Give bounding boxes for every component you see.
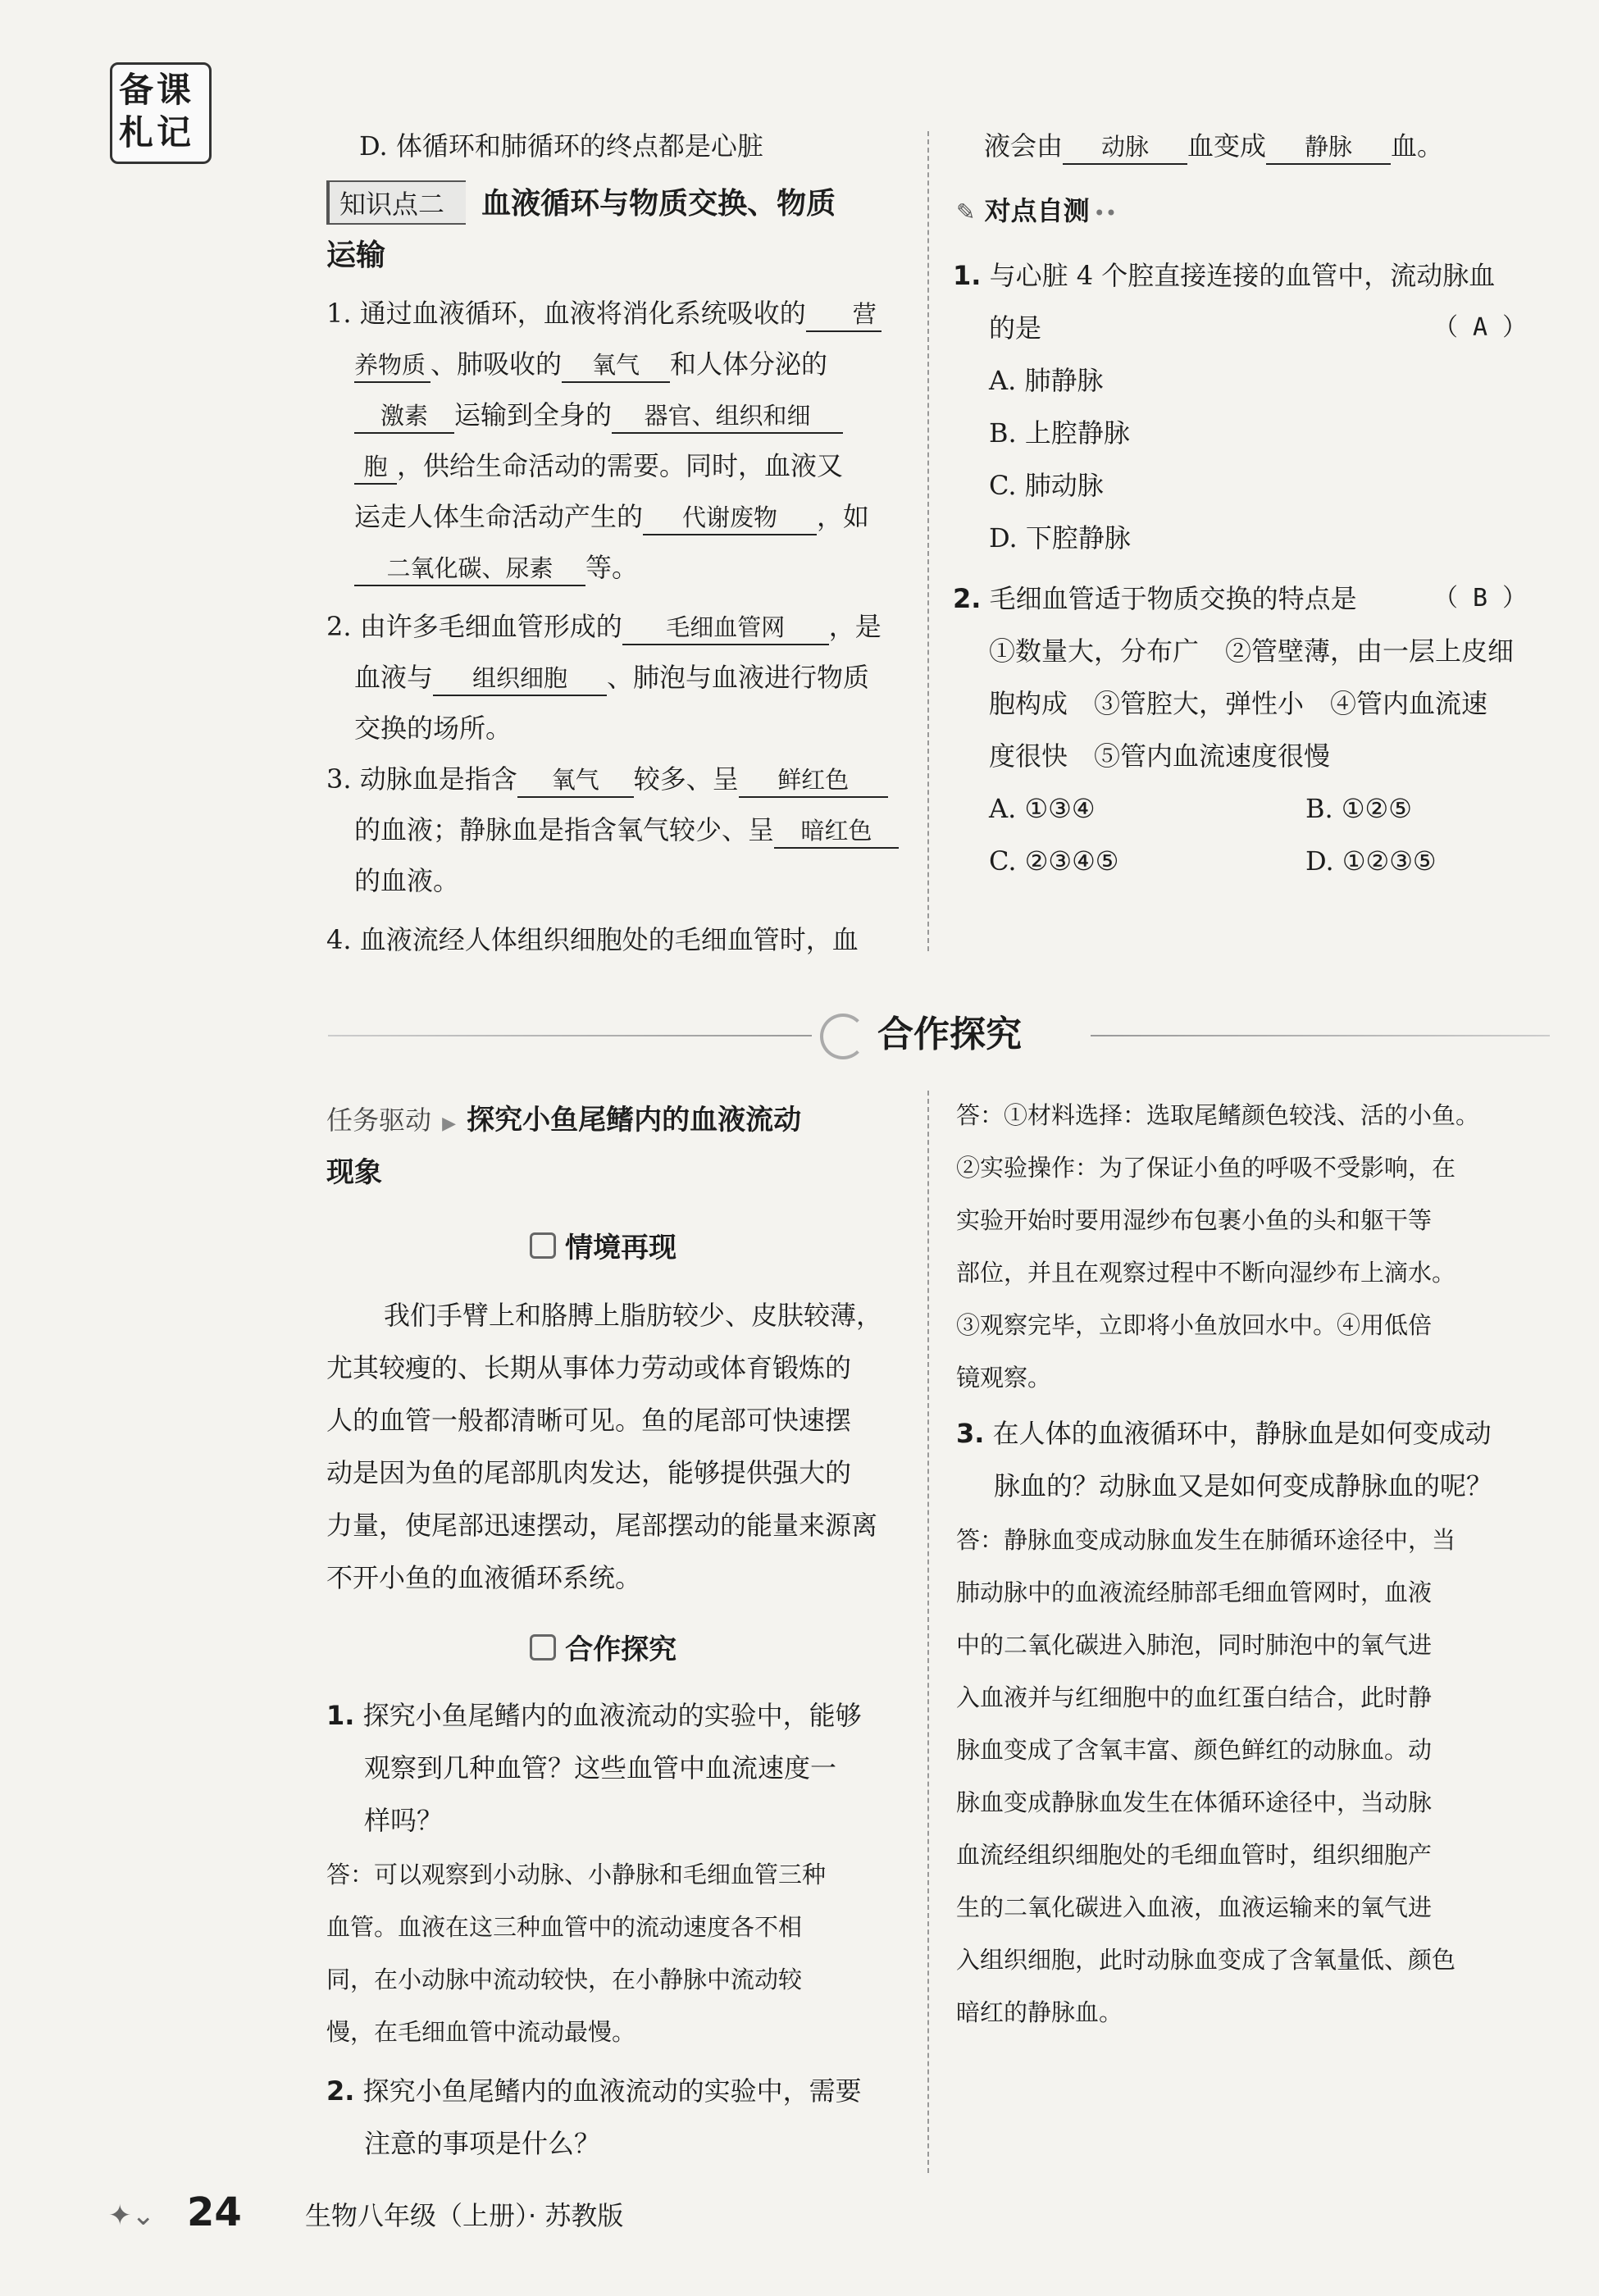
coop-a3-line6: 脉血变成静脉血发生在体循环途径中，当动脉 <box>956 1788 1433 1816</box>
coop-a2-line6: 镜观察。 <box>956 1364 1052 1392</box>
coop-a3-line1: 答：静脉血变成动脉血发生在肺循环途径中，当 <box>956 1526 1456 1554</box>
blank-q1-1b: 养物质 <box>354 348 430 383</box>
q1-line3: 激素 运输到全身的 器官、组织和细 <box>354 399 843 434</box>
coop-q3-line1: 3. 在人体的血液循环中，静脉血是如何变成动 <box>956 1418 1492 1449</box>
column-divider-top <box>927 131 929 951</box>
q1-line2: 养物质 、肺吸收的 氧气 和人体分泌的 <box>354 348 827 383</box>
kp-title-2: 运输 <box>326 239 386 272</box>
page-number: 24 <box>187 2189 242 2235</box>
st-q2-line3: 胞构成 ③管腔大，弹性小 ④管内血流速 <box>989 688 1488 719</box>
blank-q3-1: 氧气 <box>517 763 634 798</box>
coop-a2-line3: 实验开始时要用湿纱布包裹小鱼的头和躯干等 <box>956 1206 1433 1234</box>
st-q1-opt-d: D. 下腔静脉 <box>989 522 1131 554</box>
task-header <box>326 1097 801 1137</box>
coop-a3-line8: 生的二氧化碳进入血液，血液运输来的氧气进 <box>956 1893 1433 1921</box>
q3-line3: 的血液。 <box>354 865 460 896</box>
st-q2-answer: （ B ） <box>1433 584 1528 613</box>
scene-line-6: 不开小鱼的血液循环系统。 <box>326 1562 642 1593</box>
blank-q1-4a: 器官、组织和细 <box>612 399 843 434</box>
coop-a1-line2: 血管。血液在这三种血管中的流动速度各不相 <box>326 1913 803 1941</box>
section-icon <box>820 1014 866 1059</box>
kp-title-1: 血液循环与物质交换、物质 <box>481 187 836 221</box>
st-q1-opt-a: A. 肺静脉 <box>989 365 1104 396</box>
section-title: 合作探究 <box>877 1014 1022 1055</box>
blank-q2-2: 组织细胞 <box>433 662 607 696</box>
blank-q4-1: 动脉 <box>1063 130 1187 165</box>
blank-q1-4b: 胞 <box>354 450 397 485</box>
book-title: 生物八年级（上册）· 苏教版 <box>305 2200 624 2231</box>
st-q1-opt-b: B. 上腔静脉 <box>989 417 1130 449</box>
blank-q3-3: 暗红色 <box>774 814 899 849</box>
coop-a3-line3: 中的二氧化碳进入肺泡，同时肺泡中的氧气进 <box>956 1631 1433 1659</box>
coop-q1-line3: 样吗？ <box>364 1805 444 1836</box>
st-q1-answer: （ A ） <box>1433 313 1528 342</box>
scene-heading: 情境再现 <box>530 1225 676 1265</box>
self-test-title: 对点自测 <box>984 195 1090 226</box>
q1-line5: 运走人体生命活动产生的 代谢废物 ，如 <box>354 500 869 535</box>
blank-q4-2: 静脉 <box>1266 130 1391 165</box>
coop-a3-line5: 脉血变成了含氧丰富、颜色鲜红的动脉血。动 <box>956 1736 1433 1764</box>
option-d: D. 体循环和肺循环的终点都是心脏 <box>359 130 763 162</box>
q2-line2: 血液与 组织细胞 、肺泡与血液进行物质 <box>354 661 869 696</box>
q2-line3: 交换的场所。 <box>354 713 512 744</box>
coop-a3-line4: 入血液并与红细胞中的血红蛋白结合，此时静 <box>956 1683 1433 1711</box>
dots-decoration: •• <box>1093 202 1117 225</box>
q4-continuation: 液会由 动脉 血变成 静脉 血。 <box>984 130 1443 165</box>
st-q2-opt-b: B. ①②⑤ <box>1305 793 1412 824</box>
scene-line-5: 力量，使尾部迅速摆动，尾部摆动的能量来源离 <box>326 1510 878 1541</box>
st-q1-line2: 的是 <box>989 312 1042 344</box>
st-q2-opt-d: D. ①②③⑤ <box>1305 845 1437 877</box>
scene-line-4: 动是因为鱼的尾部肌肉发达，能够提供强大的 <box>326 1457 852 1488</box>
coop-a1-line4: 慢，在毛细血管中流动最慢。 <box>326 2018 636 2046</box>
scene-line-3: 人的血管一般都清晰可见。鱼的尾部可快速摆 <box>326 1405 852 1436</box>
q4-line1: 4. 血液流经人体组织细胞处的毛细血管时，血 <box>326 924 859 955</box>
q1-line1: 1. 通过血液循环，血液将消化系统吸收的 营 <box>326 297 882 332</box>
coop-q2-line1: 2. 探究小鱼尾鳍内的血液流动的实验中，需要 <box>326 2075 862 2107</box>
st-q2-opt-a: A. ①③④ <box>989 793 1096 824</box>
column-divider-bottom <box>927 1091 929 2173</box>
coop-q3-line2: 脉血的？动脉血又是如何变成静脉血的呢？ <box>994 1470 1493 1501</box>
coop-icon <box>530 1634 556 1660</box>
knowledge-point-header <box>326 180 836 225</box>
section-divider-right <box>1091 1035 1550 1036</box>
coop-a2-line5: ③观察完毕，立即将小鱼放回水中。④用低倍 <box>956 1311 1433 1339</box>
coop-a1-line1: 答：可以观察到小动脉、小静脉和毛细血管三种 <box>326 1861 827 1888</box>
section-divider-left <box>328 1035 812 1036</box>
st-q1-line1: 1. 与心脏 4 个腔直接连接的血管中，流动脉血 <box>953 260 1496 291</box>
coop-q2-line2: 注意的事项是什么？ <box>364 2128 601 2159</box>
coop-a3-line7: 血流经组织细胞处的毛细血管时，组织细胞产 <box>956 1841 1433 1869</box>
coop-a2-line2: ②实验操作：为了保证小鱼的呼吸不受影响，在 <box>956 1154 1456 1182</box>
coop-a3-line9: 入组织细胞，此时动脉血变成了含氧量低、颜色 <box>956 1946 1456 1974</box>
logo-line1: 备课 <box>119 70 195 110</box>
blank-q1-2: 氧气 <box>562 348 670 383</box>
blank-q1-5: 代谢废物 <box>643 501 817 535</box>
blank-q3-2: 鲜红色 <box>739 763 888 798</box>
pencil-icon: ✎ <box>956 198 976 226</box>
blank-q1-6: 二氧化碳、尿素 <box>354 552 585 586</box>
q3-line1: 3. 动脉血是指含 氧气 较多、呈 鲜红色 <box>326 763 888 798</box>
triangle-icon: ▶ <box>442 1114 457 1134</box>
task-title-1: 探究小鱼尾鳍内的血液流动 <box>467 1104 802 1137</box>
coop-q1-line2: 观察到几种血管？这些血管中血流速度一 <box>364 1752 837 1784</box>
blank-q1-1a: 营 <box>806 298 882 332</box>
q1-line6: 二氧化碳、尿素 等。 <box>354 551 638 586</box>
coop-a3-line10: 暗红的静脉血。 <box>956 1998 1123 2026</box>
q3-line2: 的血液；静脉血是指含氧气较少、呈 暗红色 <box>354 813 899 849</box>
coop-a2-line1: 答：①材料选择：选取尾鳍颜色较浅、活的小鱼。 <box>956 1101 1480 1129</box>
footer-decoration-icon: ✦⌄ <box>108 2199 155 2232</box>
kp-tag: 知识点二 <box>326 180 466 225</box>
q1-line4: 胞 ，供给生命活动的需要。同时，血液又 <box>354 449 843 485</box>
coop-heading: 合作探究 <box>530 1627 676 1667</box>
task-title-2: 现象 <box>326 1156 382 1189</box>
blank-q1-3: 激素 <box>354 399 454 434</box>
self-test-header <box>956 190 1117 228</box>
coop-a3-line2: 肺动脉中的血液流经肺部毛细血管网时，血液 <box>956 1578 1433 1606</box>
coop-a1-line3: 同，在小动脉中流动较快，在小静脉中流动较 <box>326 1966 803 1993</box>
notes-logo <box>110 62 212 164</box>
blank-q2-1: 毛细血管网 <box>622 611 829 645</box>
st-q1-opt-c: C. 肺动脉 <box>989 470 1104 501</box>
st-q2-line4: 度很快 ⑤管内血流速度很慢 <box>989 740 1331 772</box>
st-q2-opt-c: C. ②③④⑤ <box>989 845 1119 877</box>
scene-icon <box>530 1232 556 1259</box>
task-tag: 任务驱动 <box>326 1105 432 1136</box>
coop-q1-line1: 1. 探究小鱼尾鳍内的血液流动的实验中，能够 <box>326 1700 862 1731</box>
logo-line2: 札记 <box>119 112 195 153</box>
st-q2-line2: ①数量大，分布广 ②管壁薄，由一层上皮细 <box>989 636 1515 667</box>
coop-a2-line4: 部位，并且在观察过程中不断向湿纱布上滴水。 <box>956 1259 1456 1287</box>
st-q2-line1: 2. 毛细血管适于物质交换的特点是 <box>953 583 1357 614</box>
scene-line-1: 我们手臂上和胳膊上脂肪较少、皮肤较薄， <box>384 1300 883 1331</box>
scene-line-2: 尤其较瘦的、长期从事体力劳动或体育锻炼的 <box>326 1352 852 1383</box>
q2-line1: 2. 由许多毛细血管形成的 毛细血管网 ，是 <box>326 610 882 645</box>
